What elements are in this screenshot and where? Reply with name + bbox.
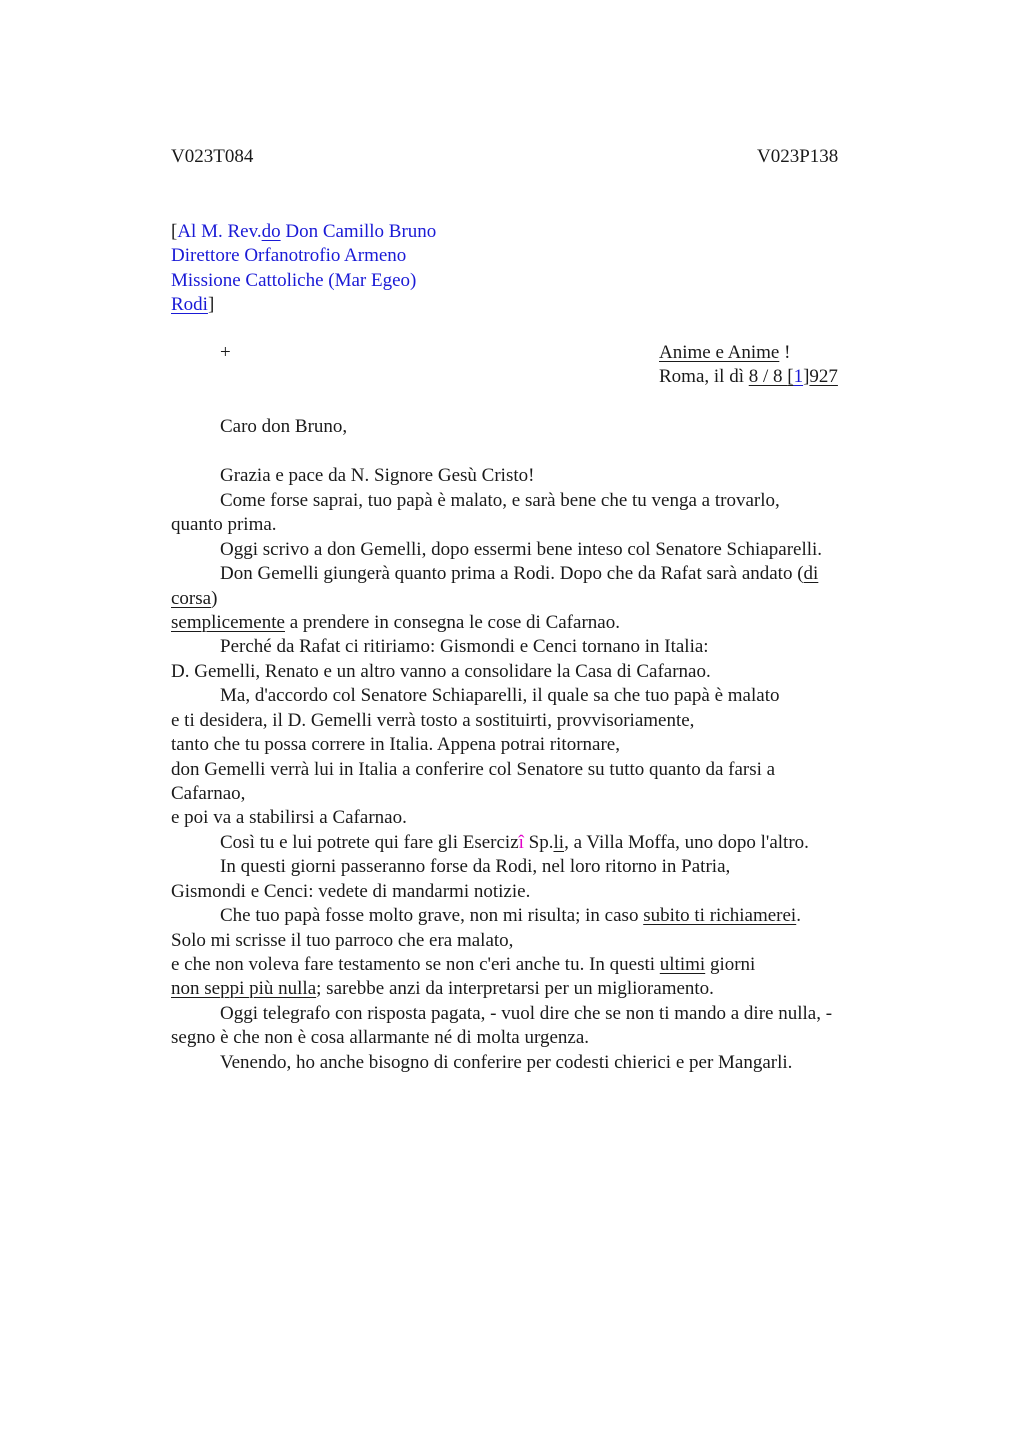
body-line: segno è che non è cosa allarmante né di molta urgenza. xyxy=(171,1027,590,1048)
body-line: Così tu e lui potrete qui fare gli Esercizî Sp.li, a Villa Moffa, uno dopo l'altro. xyxy=(220,832,809,853)
address-line-3: Missione Cattoliche (Mar Egeo) xyxy=(171,270,417,291)
body-line: Ma, d'accordo col Senatore Schiaparelli, il quale sa che tuo papà è malato xyxy=(220,685,780,706)
body-line: Come forse saprai, tuo papà è malato, e sarà bene che tu venga a trovarlo, xyxy=(220,490,780,511)
document-code-left: V023T084 xyxy=(171,146,254,167)
salutation: Caro don Bruno, xyxy=(220,416,348,437)
body-line: don Gemelli verrà lui in Italia a conferire col Senatore su tutto quanto da farsi a xyxy=(171,759,776,780)
body-line: e poi va a stabilirsi a Cafarnao. xyxy=(171,807,407,828)
address-line-2: Direttore Orfanotrofio Armeno xyxy=(171,245,407,266)
body-line: D. Gemelli, Renato e un altro vanno a consolidare la Casa di Cafarnao. xyxy=(171,661,711,682)
body-line: In questi giorni passeranno forse da Rodi, nel loro ritorno in Patria, xyxy=(220,856,731,877)
body-line: Cafarnao, xyxy=(171,783,246,804)
body-line: Che tuo papà fosse molto grave, non mi risulta; in caso subito ti richiamerei. xyxy=(220,905,801,926)
body-line: corsa) xyxy=(171,588,218,609)
dateline: Roma, il dì 8 / 8 [1]927 xyxy=(659,366,838,387)
body-line: non seppi più nulla; sarebbe anzi da interpretarsi per un miglioramento. xyxy=(171,978,714,999)
body-line: Don Gemelli giungerà quanto prima a Rodi. Dopo che da Rafat sarà andato (di xyxy=(220,563,819,584)
cross-symbol: + xyxy=(220,342,231,363)
body-line: Grazia e pace da N. Signore Gesù Cristo! xyxy=(220,465,535,486)
address-line-4: Rodi] xyxy=(171,294,215,315)
body-line: Solo mi scrisse il tuo parroco che era malato, xyxy=(171,930,514,951)
body-line: Oggi telegrafo con risposta pagata, - vuol dire che se non ti mando a dire nulla, - xyxy=(220,1003,833,1024)
body-line: quanto prima. xyxy=(171,514,277,535)
body-line: tanto che tu possa correre in Italia. Appena potrai ritornare, xyxy=(171,734,620,755)
address-line-1: [Al M. Rev.do Don Camillo Bruno xyxy=(171,221,437,242)
body-line: e che non voleva fare testamento se non c'eri anche tu. In questi ultimi giorni xyxy=(171,954,756,975)
document-code-right: V023P138 xyxy=(757,146,839,167)
body-line: semplicemente a prendere in consegna le cose di Cafarnao. xyxy=(171,612,620,633)
body-line: e ti desidera, il D. Gemelli verrà tosto a sostituirti, provvisoriamente, xyxy=(171,710,695,731)
body-line: Gismondi e Cenci: vedete di mandarmi notizie. xyxy=(171,881,531,902)
body-line: Venendo, ho anche bisogno di conferire per codesti chierici e per Mangarli. xyxy=(220,1052,793,1073)
motto: Anime e Anime ! xyxy=(659,342,791,363)
body-line: Perché da Rafat ci ritiriamo: Gismondi e Cenci tornano in Italia: xyxy=(220,636,709,657)
body-line: Oggi scrivo a don Gemelli, dopo essermi bene inteso col Senatore Schiaparelli. xyxy=(220,539,823,560)
